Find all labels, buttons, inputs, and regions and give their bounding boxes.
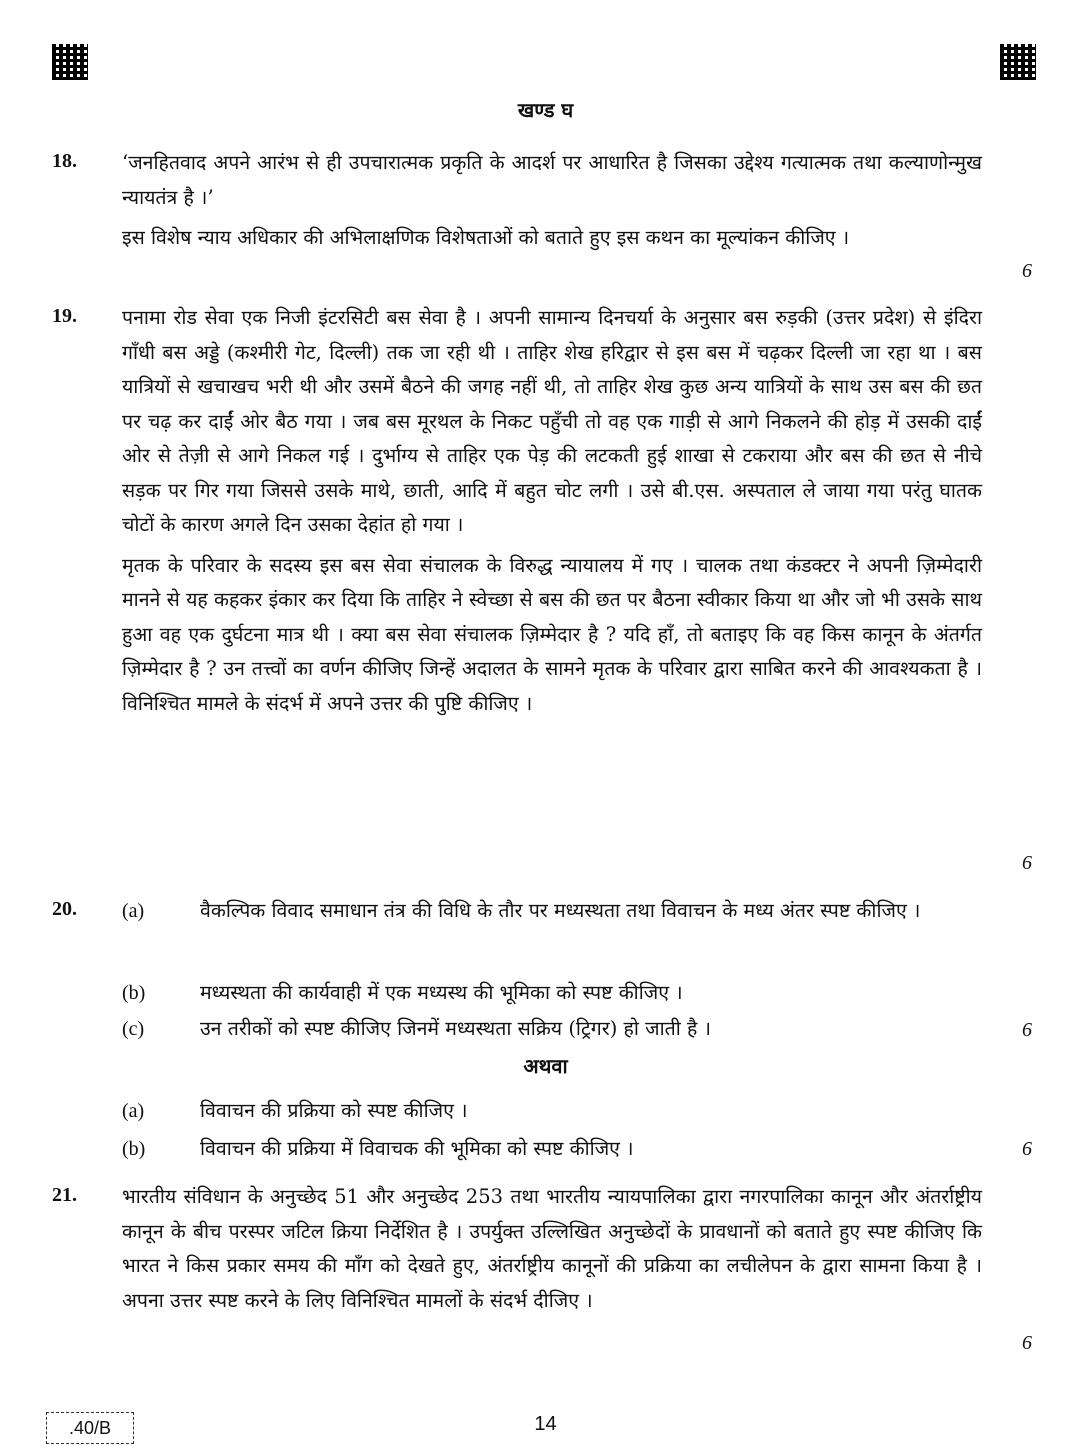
question-number: 20. [52,898,77,920]
part-text: विवाचन की प्रक्रिया में विवाचक की भूमिका को स्पष्ट कीजिए । [200,1137,634,1160]
question-paragraph: पनामा रोड सेवा एक निजी इंटरसिटी बस सेवा है । अपनी सामान्य दिनचर्या के अनुसार बस रुड़की (उत्तर प्रदेश) से इंदिरा गाँधी बस अड्डे (कश्मीरी गेट, दिल्ली) तक जा रही थी । ताहिर शेख हरिद्वार से इस बस में चढ़कर दिल्ली जा रहा था । बस यात्रियों से खचाखच भरी थी और उसमें बैठने की जगह नहीं थी, तो ताहिर शेख कुछ अन्य यात्रियों के साथ उस बस की छत पर चढ़ कर दाईं ओर बैठ गया । जब बस मूरथल के निकट पहुँची तो वह एक गाड़ी से आगे निकलने की होड़ में उसकी दाईं ओर से तेज़ी से आगे निकल गई । दुर्भाग्य से ताहिर एक पेड़ की लटकती हुई शाखा से टकराया और बस की छत से नीचे सड़क पर गिर गया जिससे उसके माथे, छाती, आदि में बहुत चोट लगी । उसे बी.एस. अस्पताल ले जाया गया परंतु घातक चोटों के कारण अगले दिन उसका देहांत हो गया । [122,306,982,536]
part-label: (a) [122,900,145,922]
question-marks: 6 [1022,260,1032,282]
security-code-strip [790,55,985,61]
part-label: (a) [122,1100,145,1122]
part-label: (b) [122,982,146,1004]
question-number: 18. [52,150,77,172]
question-paragraph: मृतक के परिवार के सदस्य इस बस सेवा संचालक के विरुद्ध न्यायालय में गए । चालक तथा कंडक्टर ने अपनी ज़िम्मेदारी मानने से यह कहकर इंकार कर दिया कि ताहिर ने स्वेच्छा से बस की छत पर बैठना स्वीकार किया था और जो भी उसके साथ हुआ वह एक दुर्घटना मात्र थी । क्या बस सेवा संचालक ज़िम्मेदार है ? यदि हाँ, तो बताइए कि वह किस कानून के अंतर्गत ज़िम्मेदार है ? उन तत्त्वों का वर्णन कीजिए जिन्हें अदालत के सामने मृतक के परिवार द्वारा साबित करने की आवश्यकता है । विनिश्चित मामले के संदर्भ में अपने उत्तर की पुष्टि कीजिए । [122,553,982,715]
section-title: खण्ड घ [517,98,574,122]
question-text [122,146,982,262]
part-text: मध्यस्थता की कार्यवाही में एक मध्यस्थ की भूमिका को स्पष्ट कीजिए । [200,981,683,1004]
question-paragraph: भारतीय संविधान के अनुच्छेद 51 और अनुच्छेद 253 तथा भारतीय न्यायपालिका द्वारा नगरपालिका कानून और अंतर्राष्ट्रीय कानून के बीच परस्पर जटिल क्रिया निर्देशित है । उपर्युक्त उल्लिखित अनुच्छेदों के प्रावधानों को बताते हुए स्पष्ट कीजिए कि भारत ने किस प्रकार समय की माँग को देखते हुए, अंतर्राष्ट्रीय कानूनों की प्रक्रिया का लचीलेपन के द्वारा सामना किया है । अपना उत्तर स्पष्ट करने के लिए विनिश्चित मामलों के संदर्भ दीजिए । [122,1185,982,1312]
paper-code: .40/B [46,1412,134,1444]
part-label: (c) [122,1018,145,1040]
question-paragraph: इस विशेष न्याय अधिकार की अभिलाक्षणिक विशेषताओं को बताते हुए इस कथन का मूल्यांकन कीजिए । [122,226,850,249]
question-marks: 6 [1022,1332,1032,1354]
part-text: वैकल्पिक विवाद समाधान तंत्र की विधि के तौर पर मध्यस्थता तथा विवाचन के मध्य अंतर स्पष्ट कीजिए । [200,899,921,922]
question-paragraph: ‘जनहितवाद अपने आरंभ से ही उपचारात्मक प्रकृति के आदर्श पर आधारित है जिसका उद्देश्य गत्यात्मक तथा कल्याणोन्मुख न्यायतंत्र है ।’ [122,151,982,209]
part-text: विवाचन की प्रक्रिया को स्पष्ट कीजिए । [200,1099,468,1122]
question-marks: 6 [1022,1138,1032,1160]
or-separator: अथवा [523,1054,568,1078]
question-marks: 6 [1022,852,1032,874]
question-text [122,1180,982,1324]
part-text: उन तरीकों को स्पष्ट कीजिए जिनमें मध्यस्थता सक्रिय (ट्रिगर) हो जाती है । [200,1017,711,1040]
question-number: 19. [52,305,77,327]
question-text [122,301,982,727]
question-number: 21. [52,1184,77,1206]
qr-code-left [52,44,88,80]
part-label: (b) [122,1138,146,1160]
question-marks: 6 [1022,1019,1032,1041]
qr-code-right [1000,44,1036,80]
page-number: 14 [534,1413,557,1435]
